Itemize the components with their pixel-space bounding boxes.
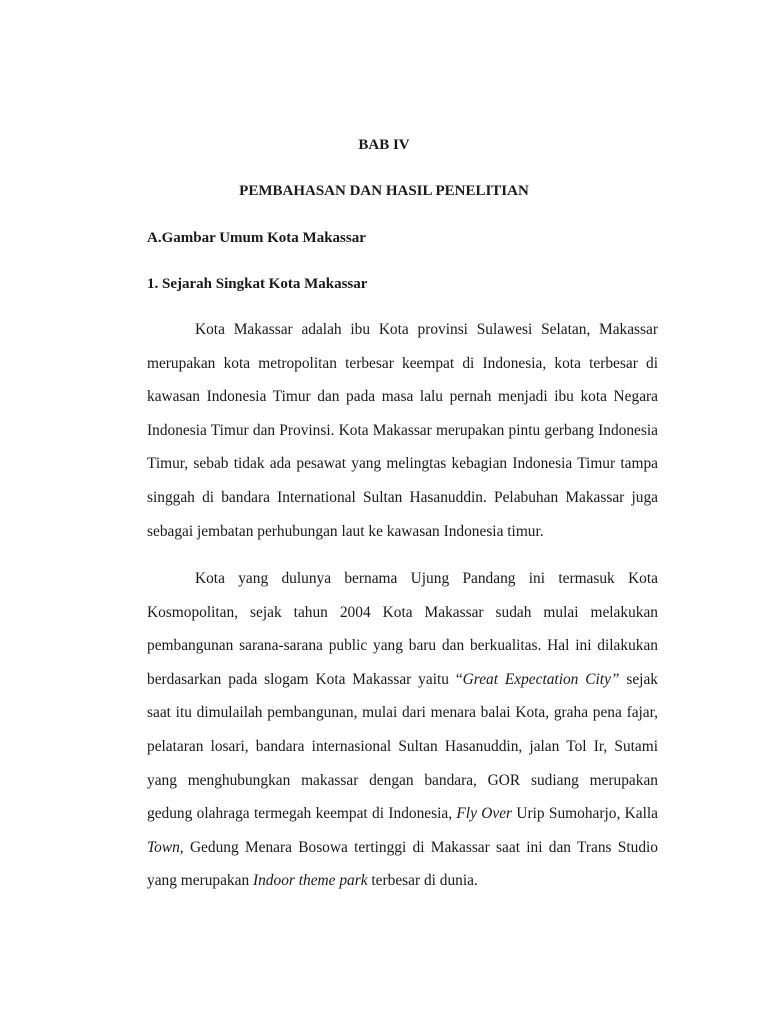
paragraph-2-italic: Town, — [147, 838, 184, 856]
paragraph-2 — [147, 562, 658, 898]
paragraph-2-text: Urip Sumoharjo, Kalla — [512, 805, 658, 823]
paragraph-2-text: Kota yang dulunya bernama Ujung Pandang ini termasuk Kota Kosmopolitan, sejak tahun 2004 Kota Makassar sudah mulai melakukan pembangunan sarana-sarana public yang baru dan berkualitas. Hal ini dilakukan berdasarkan pada slogam Kota Makassar yaitu “ — [147, 570, 658, 688]
section-heading: A.Gambar Umum Kota Makassar — [147, 230, 366, 246]
paragraph-2-italic: Great Expectation City” — [462, 670, 620, 688]
subsection-heading: 1. Sejarah Singkat Kota Makassar — [147, 276, 368, 292]
paragraph-2-italic: Fly Over — [456, 805, 513, 823]
chapter-number: BAB IV — [358, 137, 410, 153]
paragraph-1: Kota Makassar adalah ibu Kota provinsi Sulawesi Selatan, Makassar merupakan kota metropolitan terbesar keempat di Indonesia, kota terbesar di kawasan Indonesia Timur dan pada masa lalu pernah menjadi ibu kota Negara Indonesia Timur dan Provinsi. Kota Makassar merupakan pintu gerbang Indonesia Timur, sebab tidak ada pesawat yang melingtas kebagian Indonesia Timur tampa singgah di bandara International Sultan Hasanuddin. Pelabuhan Makassar juga sebagai jembatan perhubungan laut ke kawasan Indonesia timur. — [147, 321, 658, 540]
paragraph-2-text: sejak saat itu dimulailah pembangunan, mulai dari menara balai Kota, graha pena fajar, pelataran losari, bandara internasional Sultan Hasanuddin, jalan Tol Ir, Sutami yang menghubungkan makassar dengan bandara, GOR sudiang merupakan gedung olahraga termegah keempat di Indonesia, — [147, 670, 658, 823]
paragraph-2-italic: Indoor theme park — [252, 872, 368, 890]
paragraph-2-text: Gedung Menara Bosowa tertinggi di Makassar saat ini dan Trans Studio yang merupakan — [147, 838, 658, 890]
paragraph-2-text: terbesar di dunia. — [367, 872, 478, 890]
chapter-title: PEMBAHASAN DAN HASIL PENELITIAN — [239, 183, 529, 199]
